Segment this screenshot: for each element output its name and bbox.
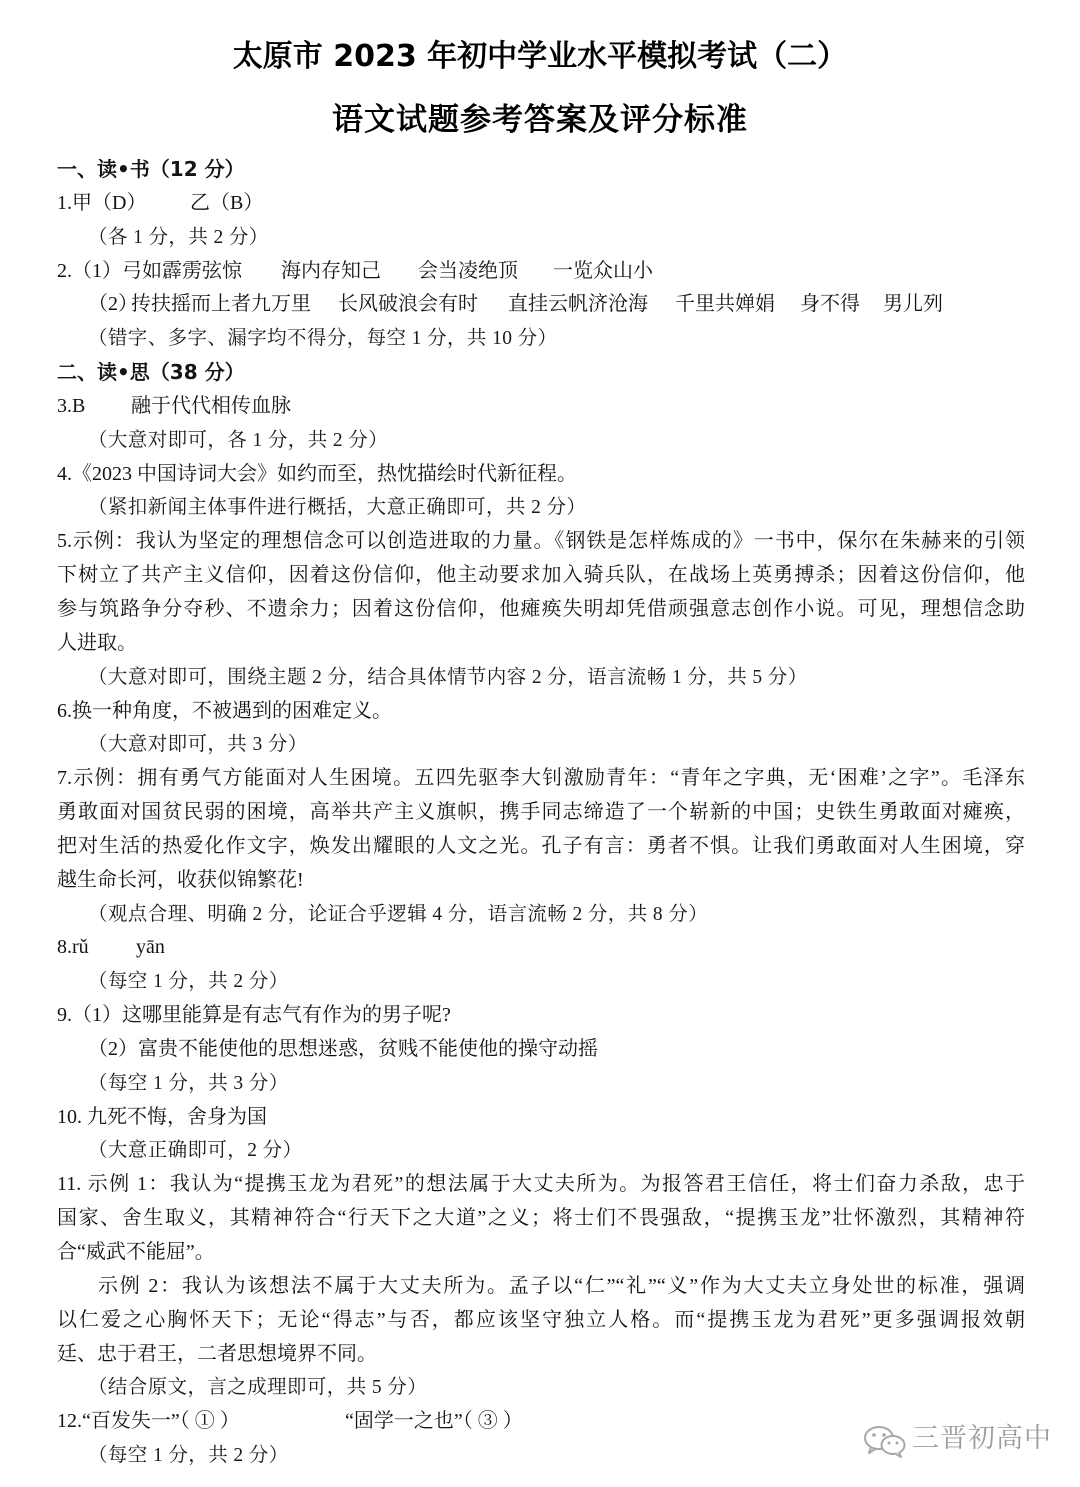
- answer-q2-blank: 海内存知己: [281, 259, 381, 282]
- scoring-note-q2: （错字、多字、漏字均不得分，每空 1 分，共 10 分）: [88, 328, 558, 350]
- scoring-note-q3: （大意对即可，各 1 分，共 2 分）: [88, 429, 389, 451]
- answer-q2-part1: [57, 255, 1027, 289]
- section-heading-1: 一、读•书（12 分）: [57, 157, 245, 181]
- answer-q8-b: yān: [136, 936, 165, 959]
- answer-q5-line: 参与筑路争分夺秒、不遗余力；因着这份信仰，他瘫痪失明却凭借顽强意志创作小说。可见，理想信念助: [57, 597, 1025, 620]
- section-heading-2: 二、读•思（38 分）: [57, 360, 245, 385]
- answer-q3-b: 融于代代相传血脉: [131, 394, 291, 417]
- answer-q2-blank: 直挂云帆济沧海: [508, 293, 648, 316]
- answer-q2-blank: 长风破浪会有时: [338, 293, 478, 316]
- answer-q1-a: 1.甲（D）: [57, 191, 147, 214]
- answer-q11-example1-line: 11. 示例 1：我认为“提携玉龙为君死”的想法属于大丈夫所为。为报答君王信任，将士们奋力杀敌，忠于: [57, 1173, 1025, 1196]
- scoring-note-q5: （大意对即可，围绕主题 2 分，结合具体情节内容 2 分，语言流畅 1 分，共 5 分）: [88, 666, 808, 688]
- scoring-note-q6: （大意对即可，共 3 分）: [88, 734, 308, 756]
- answer-q2-part2-label: （2）: [88, 293, 138, 316]
- page-title: 太原市 2023 年初中学业水平模拟考试（二）: [232, 39, 848, 74]
- answer-q7-line: 越生命长河，收获似锦繁花!: [57, 868, 304, 891]
- answer-q11-example2-line: 示例 2：我认为该想法不属于大丈夫所为。孟子以“仁”“礼”“义”作为大丈夫立身处世的标准，强调: [98, 1274, 1025, 1297]
- answer-q2-blank: 一览众山小: [553, 259, 653, 282]
- answer-q1: [57, 187, 1027, 221]
- wechat-icon: [862, 1423, 908, 1459]
- answer-q4: 4.《2023 中国诗词大会》如约而至，热忱描绘时代新征程。: [57, 462, 577, 485]
- answer-q6: 6.换一种角度，不被遇到的困难定义。: [57, 699, 392, 722]
- answer-q11-example2-line: 廷、忠于君王，二者思想境界不同。: [57, 1342, 377, 1365]
- answer-q7-line: 勇敢面对国贫民弱的困境，高举共产主义旗帜，携手同志缔造了一个崭新的中国；史铁生勇敢面对瘫痪，: [57, 801, 1025, 824]
- scoring-note-q12: （每空 1 分，共 2 分）: [88, 1445, 289, 1467]
- scoring-note-q11: （结合原文，言之成理即可，共 5 分）: [88, 1377, 428, 1399]
- answer-q8: [57, 931, 1027, 965]
- answer-q5-line: 人进取。: [57, 631, 137, 654]
- scoring-note-q9: （每空 1 分，共 3 分）: [88, 1072, 289, 1094]
- answer-q2-blank: 身不得: [800, 293, 860, 316]
- answer-q9-part1: 9.（1）这哪里能算是有志气有作为的男子呢?: [57, 1004, 451, 1027]
- answer-q12-a: 12.“百发失一”（ ① ）: [57, 1410, 240, 1433]
- answer-q2-blank: 千里共婵娟: [675, 293, 775, 316]
- scoring-note-q7: （观点合理、明确 2 分，论证合乎逻辑 4 分，语言流畅 2 分，共 8 分）: [88, 903, 709, 925]
- answer-q2-blank: 抟扶摇而上者九万里: [131, 293, 311, 316]
- scoring-note-q10: （大意正确即可，2 分）: [88, 1140, 303, 1162]
- answer-q2-blank: 男儿列: [883, 293, 943, 316]
- answer-q3-a: 3.B: [57, 394, 86, 417]
- watermark-text: 三晋初高中: [912, 1423, 1052, 1454]
- answer-q11-example1-line: 国家、舍生取义，其精神符合“行天下之大道”之义；将士们不畏强敌，“提携玉龙”壮怀激烈，其精神符: [57, 1207, 1025, 1230]
- answer-q2-part1-label: 2.（1）: [57, 259, 122, 282]
- answer-q9-part2: （2）富贵不能使他的思想迷惑，贫贱不能使他的操守动摇: [88, 1037, 598, 1060]
- scoring-note-q8: （每空 1 分，共 2 分）: [88, 971, 289, 993]
- answer-q10: 10. 九死不悔，舍身为国: [57, 1105, 267, 1128]
- answer-q12-b: “固学一之也”（ ③ ）: [345, 1410, 523, 1433]
- answer-q2-blank: 会当凌绝顶: [418, 259, 518, 282]
- answer-q5-line: 5.示例：我认为坚定的理想信念可以创造进取的力量。《钢铁是怎样炼成的》一书中，保尔在朱赫来的引领: [57, 530, 1025, 553]
- scoring-note-q1: （各 1 分，共 2 分）: [88, 226, 269, 248]
- answer-q5-line: 下树立了共产主义信仰，因着这份信仰，他主动要求加入骑兵队，在战场上英勇搏杀；因着这份信仰，他: [57, 564, 1025, 587]
- answer-q8-a: 8.rǔ: [57, 936, 89, 959]
- answer-q1-b: 乙（B）: [190, 191, 264, 214]
- answer-q11-example1-line: 合“威武不能屈”。: [57, 1241, 215, 1263]
- answer-q7-line: 7.示例：拥有勇气方能面对人生困境。五四先驱李大钊激励青年：“青年之字典，无‘困难’之字”。毛泽东: [57, 767, 1025, 790]
- answer-q11-example2-line: 以仁爱之心胸怀天下；无论“得志”与否，都应该坚守独立人格。而“提携玉龙为君死”更多强调报效朝: [57, 1308, 1025, 1331]
- scoring-note-q4: （紧扣新闻主体事件进行概括，大意正确即可，共 2 分）: [88, 497, 587, 519]
- answer-q3: [57, 390, 1027, 424]
- page-subtitle: 语文试题参考答案及评分标准: [332, 102, 748, 138]
- answer-key-body: [57, 153, 1027, 1473]
- answer-q2-part2: [57, 288, 1027, 322]
- answer-q2-blank: 弓如霹雳弦惊: [122, 259, 242, 282]
- answer-q7-line: 把对生活的热爱化作文字，焕发出耀眼的人文之光。孔子有言：勇者不惧。让我们勇敢面对人生困境，穿: [57, 834, 1025, 857]
